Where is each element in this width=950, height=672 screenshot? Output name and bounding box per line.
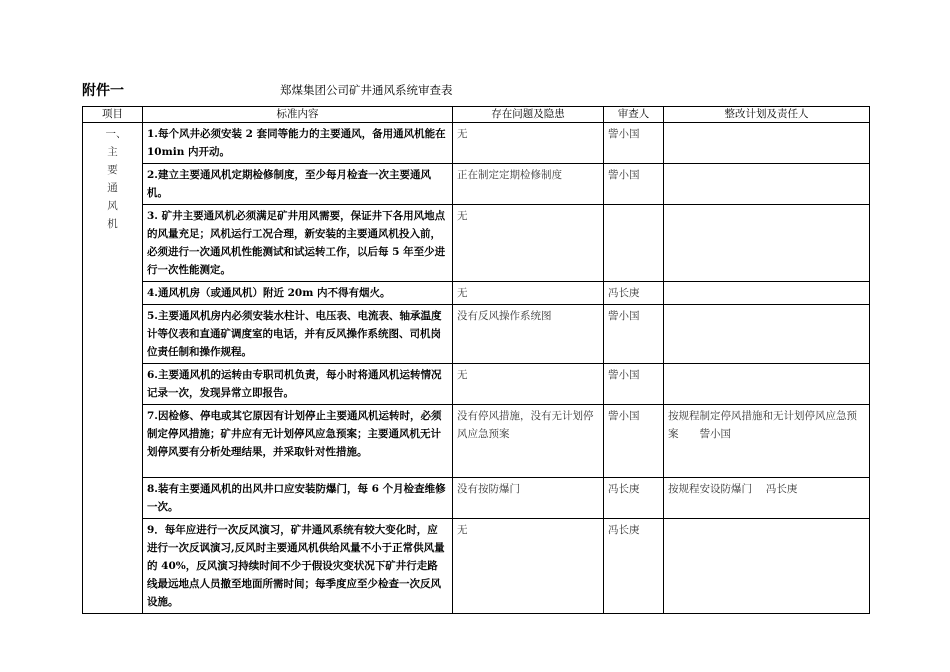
- plan-cell: 按规程安设防爆门 冯长庚: [664, 478, 870, 519]
- table-row: [83, 164, 870, 205]
- reviewer-cell: 訾小国: [604, 305, 664, 364]
- attachment-label: 附件一: [82, 83, 124, 99]
- table-row: [83, 405, 870, 478]
- plan-cell: 按规程制定停风措施和无计划停风应急预案 訾小国: [664, 405, 870, 478]
- table-row: [83, 305, 870, 364]
- table-row: [83, 282, 870, 305]
- col-header-item: 项目: [83, 107, 143, 123]
- issue-cell: 无: [453, 364, 604, 405]
- reviewer-cell: 冯长庚: [604, 519, 664, 614]
- table-row: [83, 519, 870, 614]
- document-title: 郑煤集团公司矿井通风系统审查表: [280, 83, 453, 97]
- reviewer-cell: 訾小国: [604, 123, 664, 164]
- standard-cell: 2.建立主要通风机定期检修制度，至少每月检查一次主要通风机。: [143, 164, 453, 205]
- issue-cell: 无: [453, 205, 604, 282]
- plan-cell: [664, 205, 870, 282]
- issue-cell: 无: [453, 282, 604, 305]
- standard-cell: 1.每个风井必须安装 2 套同等能力的主要通风，备用通风机能在 10min 内开动。: [143, 123, 453, 164]
- table-row: [83, 364, 870, 405]
- issue-cell: 没有反风操作系统图: [453, 305, 604, 364]
- reviewer-cell: [604, 205, 664, 282]
- reviewer-cell: 冯长庚: [604, 478, 664, 519]
- category-cell: [83, 123, 143, 614]
- reviewer-cell: 訾小国: [604, 164, 664, 205]
- col-header-reviewer: 审查人: [604, 107, 664, 123]
- plan-cell: [664, 519, 870, 614]
- plan-cell: [664, 305, 870, 364]
- col-header-standard: 标准内容: [143, 107, 453, 123]
- table-row: [83, 478, 870, 519]
- reviewer-cell: 訾小国: [604, 364, 664, 405]
- standard-cell: 4.通风机房（或通风机）附近 20m 内不得有烟火。: [143, 282, 453, 305]
- table-row: [83, 205, 870, 282]
- standard-cell: 9．每年应进行一次反风演习，矿井通风系统有较大变化时，应进行一次反讽演习,反风时主要通风机供给风量不小于正常供风量的 40%，反风演习持续时间不少于假设灾变状况下矿井行走路线最远地点人员撤至地面所需时间；每季度应至少检查一次反风设施。: [143, 519, 453, 614]
- reviewer-cell: 冯长庚: [604, 282, 664, 305]
- col-header-plan: 整改计划及责任人: [664, 107, 870, 123]
- plan-cell: [664, 282, 870, 305]
- standard-cell: 6.主要通风机的运转由专职司机负责，每小时将通风机运转情况记录一次，发现异常立即报告。: [143, 364, 453, 405]
- standard-cell: 3. 矿井主要通风机必须满足矿井用风需要，保证井下各用风地点的风量充足；风机运行工况合理，新安装的主要通风机投入前，必须进行一次通风机性能测试和试运转工作，以后每 5 年至少进行一次性能测定。: [143, 205, 453, 282]
- issue-cell: 无: [453, 123, 604, 164]
- standard-cell: 7.因检修、停电或其它原因有计划停止主要通风机运转时，必须制定停风措施；矿井应有无计划停风应急预案；主要通风机无计划停风要有分析处理结果，并采取针对性措施。: [143, 405, 453, 478]
- issue-cell: 无: [453, 519, 604, 614]
- plan-cell: [664, 164, 870, 205]
- table-header-row: [83, 107, 870, 123]
- review-table: [82, 106, 870, 614]
- issue-cell: 没有按防爆门: [453, 478, 604, 519]
- plan-cell: [664, 123, 870, 164]
- col-header-issues: 存在问题及隐患: [453, 107, 604, 123]
- standard-cell: 5.主要通风机房内必须安装水柱计、电压表、电流表、轴承温度计等仪表和直通矿调度室的电话，并有反风操作系统图、司机岗位责任制和操作规程。: [143, 305, 453, 364]
- standard-cell: 8.装有主要通风机的出风井口应安装防爆门，每 6 个月检查维修一次。: [143, 478, 453, 519]
- plan-cell: [664, 364, 870, 405]
- issue-cell: 正在制定定期检修制度: [453, 164, 604, 205]
- issue-cell: 没有停风措施，没有无计划停风应急预案: [453, 405, 604, 478]
- category-label: 一、主要通风机: [105, 128, 127, 230]
- reviewer-cell: 訾小国: [604, 405, 664, 478]
- table-row: [83, 123, 870, 164]
